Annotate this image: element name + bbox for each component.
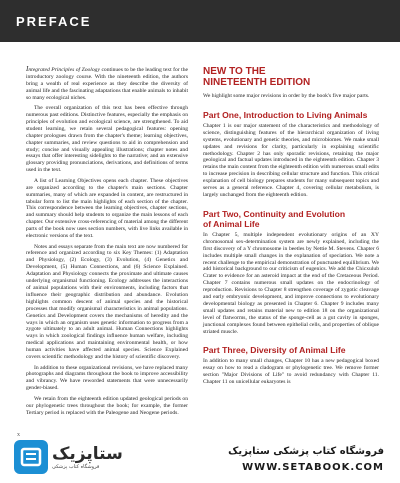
page-number: x — [17, 432, 20, 438]
part-one-text: Chapter 1 is our major statement of the characteristics and methodology of science, distinguishing features of the hierarchical organization of living systems, evolutionary and genetic theories, and microbiomes. We make small updates and revisions for clarity, particularly in explaining scientific methodology. Chapter 2 has only sporadic revisions, retaining the major geological and factual updates introduced in the eighteenth edition. Chapter 3 retains the main content from the eighteenth edition with numerous small edits to increase precision in describing cellular structure and function. This critical explanation of cell biology prepares students for many subsequent topics and serves as a general reference. Chapter 4, covering cellular metabolism, is largely unchanged from the eighteenth edition. — [203, 122, 380, 198]
section-intro: We highlight some major revisions in order by the book's five major parts. — [203, 93, 370, 99]
heading-line: Part Two, Continuity and Evolution — [203, 208, 346, 219]
drop-cap: I — [26, 65, 29, 73]
right-column — [203, 66, 379, 390]
paragraph: We retain from the eighteenth edition updated geological periods on our phylogenetic trees throughout the book; for example, the former Tertiary period is replaced with the Paleogene and Neogene periods. — [26, 395, 188, 416]
page-title: PREFACE — [16, 14, 92, 29]
part-two-heading — [203, 209, 379, 229]
store-name: فروشگاه کتاب پزشکی ستاپزیک — [228, 446, 384, 457]
paragraph: Notes and essays separate from the main text are now numbered for reference and organized according to six Key Themes: (1) Adaptation and Physiology, (2) Ecology, (3) Evolution, (4) Genetics and Development, (5) Human Connections, and (6) Science Explained. Adaptation and Physiology connects the proximate and ultimate causes underlying organismal functioning. Ecology addresses the interactions of animal populations with their environments, including factors that influence their geographic distribution and abundance. Evolution highlights common descent of animal species and the historical processes that modify organismal characteristics in animal populations. Genetics and Development covers the mechanisms of heredity and the ways in which an organism uses genetic information to progress from a zygote ultimately to an adult animal. Human Connections highlights ways in which zoological findings influence human welfare, including medical applications and maintaining environmental health, or how human activities have affected animal species. Science Explained covers scientific methodology and the history of scientific discovery. — [26, 243, 188, 361]
section-title-line: NEW TO THE — [203, 66, 266, 77]
paragraph-text: continues to be the leading text for the introductory zoology course. With the nineteenth edition, the authors bring a wealth of real experience as they describe the diversity of animal life and the fascinating adaptations that enable animals to inhabit so many ecological niches. — [26, 67, 188, 101]
logo-icon — [14, 440, 48, 474]
left-column — [26, 66, 188, 420]
logo-subtext: فروشگاه کتاب پزشکی — [52, 464, 100, 470]
store-logo — [14, 440, 123, 474]
paragraph: The overall organization of this text has been effective through numerous past editions. Distinctive features, especially the emphasis on principles of evolution and ecological science, are strengthened. To aid student learning, we retain several pedagogical features: opening chapter prologues drawn from the chapter's theme; learning objectives, chapter summaries, and review questions to aid in comprehension and study; concise and visually appealing illustrations; chapter notes and essays that offer interesting sidelights to the narrative; and an extensive glossary providing pronunciations, derivations, and definitions of terms used in the text. — [26, 105, 188, 174]
part-one-heading: Part One, Introduction to Living Animals — [203, 109, 368, 120]
website-link[interactable]: WWW.SETABOOK.COM — [242, 462, 384, 473]
logo-text: ستاپزیک — [52, 444, 123, 464]
part-three-text: In addition to many small changes, Chapter 10 has a new pedagogical boxed essay on how to read a cladogram or phylogenetic tree. We remove former section "Major Divisions of Life" to avoid redundancy with Chapter 11. Chapter 11 on unicellular eukaryotes is — [203, 358, 379, 386]
part-two-text: In Chapter 5, multiple independent evolutionary origins of an XY chromosomal sex-determination system are newly explained, including the first discovery of a Y chromosome in beetles by Nettie M. Stevens. Chapter 6 includes multiple small changes in the explanation of speciation. We note a recent challenge to the empirical demonstration of punctuated equilibrium. We add historical background to our criticism of eugenics. We add the Chicxulub Crater to evidence for an asteroid impact at the end of the Cretaceous Period. Chapter 7 contains numerous small updates on the endocrinology of reproduction. Revisions to Chapter 8 strengthen coverage of zygotic cleavage and early embryonic development, and improve connections to evolutionary developmental biology as presented in Chapter 6. Chapter 9 includes many small updates and retains material new to edition 18 on the organizational level of flatworms, the status of the sponge-cell as a gut cavity in sponges, junctional complexes found between epithelial cells, and properties of oblique striated muscle. — [203, 231, 379, 335]
section-title-line: NINETEENTH EDITION — [203, 77, 311, 88]
book-title-italic: ntegrated Principles of Zoology — [28, 67, 100, 73]
part-three-heading: Part Three, Diversity of Animal Life — [203, 345, 346, 356]
paragraph-intro — [26, 66, 188, 102]
section-title — [203, 66, 379, 88]
page-header — [0, 0, 400, 42]
paragraph: In addition to these organizational revisions, we have replaced many photographs and diagrams throughout the book to improve accessibility and vibrancy. We have reworded statements that were unnecessarily gender-biased. — [26, 364, 188, 392]
paragraph: A list of Learning Objectives opens each chapter. These objectives are organized according to the chapter's main sections. Chapter summaries, many of which are expanded in content, are restructured in tabular form to list the main highlights of each section of the chapter. This correspondence between the learning objectives, chapter sections, and summary should help students to organize the main lessons of each chapter. Our extensive cross-referencing of material among the different parts of the book now uses section numbers, with live links available in electronic versions of the text. — [26, 177, 188, 240]
heading-line: of Animal Life — [203, 218, 260, 229]
